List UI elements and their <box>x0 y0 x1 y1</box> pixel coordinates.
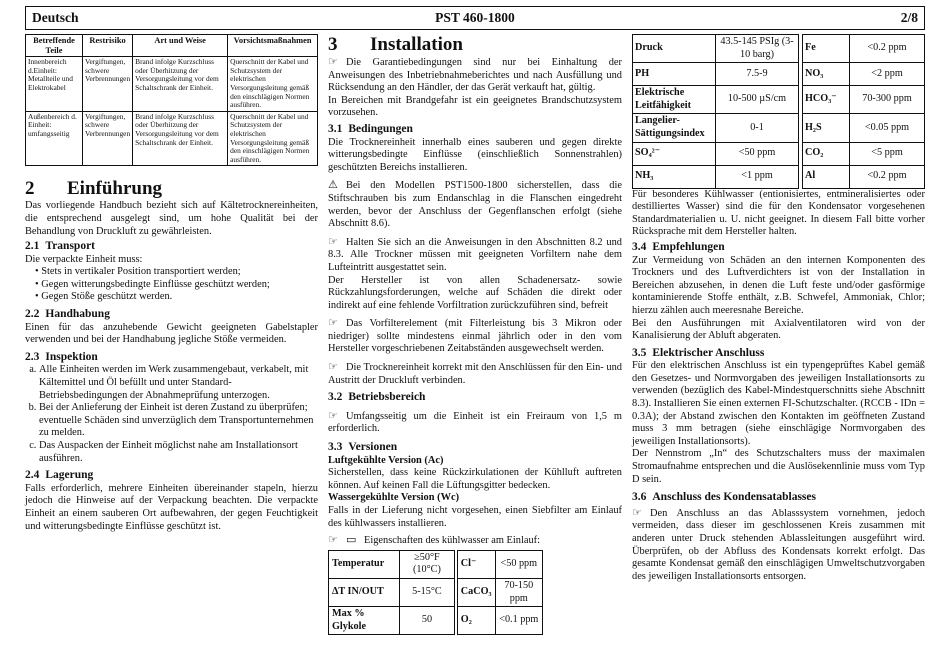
cool-value: 50 <box>400 607 455 635</box>
cooling-water-table <box>328 550 543 636</box>
section-3-1-heading <box>328 123 622 136</box>
risk-header-cell: Art und Weise <box>133 35 228 57</box>
pointing-hand-icon: ☞ <box>328 534 338 547</box>
cool-value: 5-15°C <box>400 578 455 606</box>
risk-header-cell: Vorsichtsmaßnahmen <box>228 35 318 57</box>
risk-cell: Vergiftungen, schwere Verbrennungen <box>83 111 133 166</box>
cool-param: Temperatur <box>329 550 400 578</box>
subsection-number: 2.4 <box>25 469 40 482</box>
cool-value: <50 ppm <box>495 550 542 578</box>
cooling-water-props-text: Eigenschaften des kühlwasser am Einlauf: <box>364 535 541 547</box>
table-row <box>633 86 925 114</box>
water-param: SO₄²⁻ <box>633 142 716 165</box>
water-quality-table <box>632 34 925 189</box>
subsection-title: Bedingungen <box>348 122 413 135</box>
section-3-4-heading <box>632 241 925 254</box>
water-value: <0.05 ppm <box>850 114 925 142</box>
subsection-title: Handhabung <box>45 308 110 321</box>
page-header <box>25 6 925 30</box>
risk-cell: Außenbereich d. Einheit: umfangsseitig <box>26 111 83 166</box>
section-title: Einführung <box>67 178 163 200</box>
list-item: • Gegen Stöße geschützt werden. <box>35 291 318 304</box>
storage-text: Falls erforderlich, mehrere Einheiten übereinander stapeln, hierzu jedoch die Hinweise auf der Verpackung beachten. Die verpackte Einheit an einem sauberen Ort aufbewahren, der gegen Feuchtigkeit und witterungsbedingte Einflüsse geschützt ist. <box>25 482 318 532</box>
header-page-number: 2/8 <box>900 9 918 25</box>
conditions-text: Die Trocknereinheit innerhalb eines sauberen und gegen direkte witterungsbedingte Einflüsse (einschließlich Sonnenstrahlen) geschützten Bereichs installieren. <box>328 136 622 173</box>
water-cooled-text: Falls in der Lieferung nicht vorgesehen, einen Siebfilter am Einlauf des kühlwassers installieren. <box>328 505 622 529</box>
table-row <box>633 35 925 63</box>
water-param: HCO₃⁻ <box>803 86 850 114</box>
water-value: 43.5-145 PSIg (3-10 barg) <box>716 35 799 63</box>
risk-cell: Innenbereich d.Einheit: Metallteile und Elektrokabel <box>26 57 83 112</box>
table-row <box>329 607 543 635</box>
water-value: <0.2 ppm <box>850 165 925 188</box>
subsection-title: Transport <box>45 240 95 253</box>
table-row <box>329 550 543 578</box>
cool-param: ΔT IN/OUT <box>329 578 400 606</box>
water-value: 7.5-9 <box>716 63 799 86</box>
subsection-number: 3.6 <box>632 491 647 504</box>
drain-connection-text: Den Anschluss an das Ablasssystem vornehmen, jedoch vermeiden, dass dieser im geschlossenen Kreis zusammen mit anderen unter Druck stehenden Ablassleitungen ausgeführt wird. Überprüfen, ob der Abfluss des Kondensats korrekt erfolgt. Das gesamte Kondensat gemäß den einschlägigen Umweltschutzvorgaben des jeweiligen Installationsorts entsorgen. <box>632 507 925 582</box>
filter-element-text: Das Vorfilterelement (mit Filterleistung bis 3 Mikron oder niedriger) sollte mindestens einmal jährlich oder in den vom Hersteller vorgeschriebenen Zeitabständen ausgewechselt werden. <box>328 318 622 355</box>
water-value: <50 ppm <box>716 142 799 165</box>
risk-header-cell: Betreffende Teile <box>26 35 83 57</box>
risk-cell: Querschnitt der Kabel und Schutzsystem der elektrischen Versorgungsleitung gemäß den einschlägigen Normen ausführen. <box>228 111 318 166</box>
water-value: <0.2 ppm <box>850 35 925 63</box>
column-middle <box>328 34 622 635</box>
risk-cell: Vergiftungen, schwere Verbrennungen <box>83 57 133 112</box>
air-cooled-text: Sicherstellen, dass keine Rückzirkulationen der Kühlluft auftreten können. Auf keinen Fall die Lüftungsgitter bedecken. <box>328 467 622 491</box>
section-3-3-heading <box>328 441 622 454</box>
special-water-note: Für besonderes Kühlwasser (entionisiertes, entmineralisiertes oder destilliertes Wasser) sind die für den Kondensator vorgesehenen Standardmaterialien u. U. nicht geeignet. In diesem Fall bitte vorher Rücksprache mit dem Hersteller halten. <box>632 188 925 238</box>
rated-current-text: Der Nennstrom „In“ des Schutzschalters muss der maximalen Stromaufnahme entsprechen und die Auslösekennlinie muss vom Typ D sein. <box>632 448 925 485</box>
fire-protection-text: In Bereichen mit Brandgefahr ist ein geeignetes Brandschutzsystem vorzusehen. <box>328 94 622 119</box>
table-row <box>633 114 925 142</box>
cool-param: Cl⁻ <box>457 550 495 578</box>
cool-param: O₂ <box>457 607 495 635</box>
filter-element-note <box>328 317 622 356</box>
section-2-1-heading <box>25 240 318 253</box>
water-value: 70-300 ppm <box>850 86 925 114</box>
water-param: NO₃ <box>803 63 850 86</box>
subsection-number: 3.5 <box>632 346 647 359</box>
section-2-intro: Das vorliegende Handbuch bezieht sich auf Kältetrocknereinheiten, die entsprechend ausgelegt sind, um hohe Qualität bei der Behandlung von Druckluft zu gewährleisten. <box>25 200 318 237</box>
connection-note-text: Die Trocknereinheit korrekt mit den Anschlüssen für den Ein- und Austritt der Druckluft verbinden. <box>328 362 622 386</box>
cooling-water-props-label <box>328 534 622 548</box>
water-param: PH <box>633 63 716 86</box>
list-item: c. Das Auspacken der Einheit möglichst nahe am Installationsort ausführen. <box>39 440 318 465</box>
section-number: 3 <box>328 34 338 55</box>
list-item: • Gegen witterungsbedingte Einflüsse geschützt werden; <box>35 279 318 292</box>
list-item: a. Alle Einheiten werden im Werk zusammengebaut, verkabelt, mit Kältemittel und Öl befüllt und unter Standard-Betriebsbedingungen der Abnahmeprüfung unterzogen. <box>39 364 318 402</box>
liability-text: Der Hersteller ist von allen Schadenersatz- sowie Rückzahlungsforderungen, welche auf Schäden die direkt oder indirekt auf eine fehlende Vorfiltration zurückzuführen sind, befreit <box>328 274 622 311</box>
subsection-title: Elektrischer Anschluss <box>652 346 765 359</box>
subsection-title: Anschluss des Kondensatablasses <box>652 491 816 504</box>
stud-bolts-text: Bei den Modellen PST1500-1800 sicherstellen, dass die Stiftschrauben bis zum Endanschlag in die Flanschen eingedreht werden, bevor der Anschluss der Gegenflanschen erfolgt (siehe Abschnitt 8.6). <box>328 180 622 230</box>
pointing-hand-icon: ☞ <box>328 361 338 374</box>
section-number: 2 <box>25 178 35 200</box>
list-item: b. Bei der Anlieferung der Einheit ist deren Zustand zu überprüfen; eventuelle Schäden sind unverzüglich dem Transportunternehmen zu melden. <box>39 402 318 440</box>
water-param: Langelier-Sättigungsindex <box>633 114 716 142</box>
subsection-number: 2.2 <box>25 308 40 321</box>
water-param: Al <box>803 165 850 188</box>
section-2-4-heading <box>25 469 318 482</box>
subsection-number: 3.4 <box>632 240 647 253</box>
risk-cell: Brand infolge Kurzschluss oder Überhitzung der Versorgungsleitung vor dem Schaltschrank der Einheit. <box>133 57 228 112</box>
table-row <box>26 111 318 166</box>
risk-header-cell: Restrisiko <box>83 35 133 57</box>
handling-text: Einen für das anzuhebende Gewicht geeigneten Gabelstapler verwenden und bei der Handhabung jegliche Stöße vermeiden. <box>25 321 318 346</box>
water-param: H₂S <box>803 114 850 142</box>
clearance-text: Umfangsseitig um die Einheit ist ein Freiraum von 1,5 m erforderlich. <box>328 410 622 435</box>
section-2-3-heading <box>25 351 318 364</box>
section-2-2-heading <box>25 308 318 321</box>
table-row <box>633 142 925 165</box>
recommendations-text: Zur Vermeidung von Schäden an den internen Komponenten des Trockners und des Luftverdichters ist von der Installation in Bereichen abzusehen, in denen die Luft feste und/oder gasförmige kontaminierende Stoffe enthält, z.B. Schwefel, Ammoniak, Chlor; hierzu zählen auch meeresnahe Bereiche. <box>632 254 925 316</box>
pointing-hand-icon: ☞ <box>328 235 338 248</box>
water-param: CO₂ <box>803 142 850 165</box>
subsection-number: 3.3 <box>328 441 343 454</box>
transport-list <box>25 266 318 304</box>
risk-table <box>25 34 318 166</box>
cool-param: CaCO₃ <box>457 578 495 606</box>
pointing-hand-icon: ☞ <box>328 56 338 68</box>
inspection-list <box>25 364 318 465</box>
drain-connection-note <box>632 507 925 584</box>
subsection-number: 2.3 <box>25 350 40 363</box>
subsection-title: Lagerung <box>45 469 94 482</box>
prefilter-note-text: Halten Sie sich an die Anweisungen in den Abschnitten 8.2 und 8.3. Alle Trockner müssen mit geeigneten Vorfiltern nahe dem Lufteintritt ausgestattet sein. <box>328 236 622 273</box>
warning-icon: ⚠ <box>328 179 338 192</box>
water-param: Elektrische Leitfähigkeit <box>633 86 716 114</box>
water-cooled-title: Wassergekühlte Version (Wc) <box>328 492 460 504</box>
prefilter-note <box>328 236 622 275</box>
section-3-heading <box>328 34 622 56</box>
section-3-5-heading <box>632 347 925 360</box>
column-left <box>25 34 318 533</box>
water-value: 0-1 <box>716 114 799 142</box>
water-param: NH₃ <box>633 165 716 188</box>
pointing-hand-icon: ☞ <box>632 506 642 519</box>
table-row <box>633 165 925 188</box>
header-model: PST 460-1800 <box>435 9 515 25</box>
water-param: Druck <box>633 35 716 63</box>
water-value: <1 ppm <box>716 165 799 188</box>
water-value: <2 ppm <box>850 63 925 86</box>
column-right <box>632 34 925 583</box>
connection-note <box>328 361 622 387</box>
risk-cell: Brand infolge Kurzschluss oder Überhitzung der Versorgungsleitung vor dem Schaltschrank der Einheit. <box>133 111 228 166</box>
table-row <box>26 57 318 112</box>
subsection-title: Versionen <box>348 441 398 454</box>
subsection-number: 3.1 <box>328 122 343 135</box>
section-2-heading <box>25 178 318 200</box>
table-row <box>633 63 925 86</box>
cool-param: Max % Glykole <box>329 607 400 635</box>
cool-value: ≥50°F (10°C) <box>400 550 455 578</box>
warranty-text-content: Die Garantiebedingungen sind nur bei Einhaltung der Anweisungen des Inbetriebnahmeberichtes und nach Ausfüllung und Rücksendung an den Händler, der das Gerät verkauft hat, gültig. <box>328 57 622 94</box>
subsection-number: 2.1 <box>25 240 40 253</box>
section-title: Installation <box>370 34 463 55</box>
electrical-text: Für den elektrischen Anschluss ist ein typengeprüftes Kabel gemäß den Gesetzes- und Normvorgaben des jeweiligen Installationsorts zu verwenden (bezüglich des Kabel-Mindestquerschnitts siehe Abschnitt 8.3). Installieren Sie einen externen FI-Schutzschalter. (RCCB - IDn = 0.3A); der Abstand zwischen den Kontakten im geöffneten Zustand muss 3 mm betragen (siehe einschlägige Normvorgaben des jeweiligen Installationsorts). <box>632 360 925 447</box>
section-3-6-heading <box>632 491 925 504</box>
pointing-hand-icon: ☞ <box>328 317 338 330</box>
header-language: Deutsch <box>32 9 79 25</box>
subsection-title: Inspektion <box>45 350 98 363</box>
cool-value: <0.1 ppm <box>495 607 542 635</box>
subsection-title: Betriebsbereich <box>348 391 426 404</box>
risk-table-header <box>26 35 318 57</box>
axial-fans-text: Bei den Ausführungen mit Axialventilatoren wird von der Kanalisierung der Abluft abgeraten. <box>632 317 925 342</box>
transport-text: Die verpackte Einheit muss: <box>25 253 143 265</box>
list-item: • Stets in vertikaler Position transportiert werden; <box>35 266 318 279</box>
book-icon: ▭ <box>346 534 357 547</box>
warranty-text <box>328 56 622 95</box>
water-value: <5 ppm <box>850 142 925 165</box>
stud-bolts-warning <box>328 179 622 230</box>
water-value: 10-500 µS/cm <box>716 86 799 114</box>
water-param: Fe <box>803 35 850 63</box>
risk-cell: Querschnitt der Kabel und Schutzsystem der elektrischen Versorgungsleitung gemäß den einschlägigen Normen ausführen. <box>228 57 318 112</box>
cool-value: 70-150 ppm <box>495 578 542 606</box>
section-3-2-heading <box>328 391 622 404</box>
air-cooled-title: Luftgekühlte Version (Ac) <box>328 454 444 466</box>
subsection-number: 3.2 <box>328 391 343 404</box>
pointing-hand-icon: ☞ <box>328 409 338 422</box>
table-row <box>329 578 543 606</box>
subsection-title: Empfehlungen <box>652 240 725 253</box>
clearance-note <box>328 410 622 436</box>
